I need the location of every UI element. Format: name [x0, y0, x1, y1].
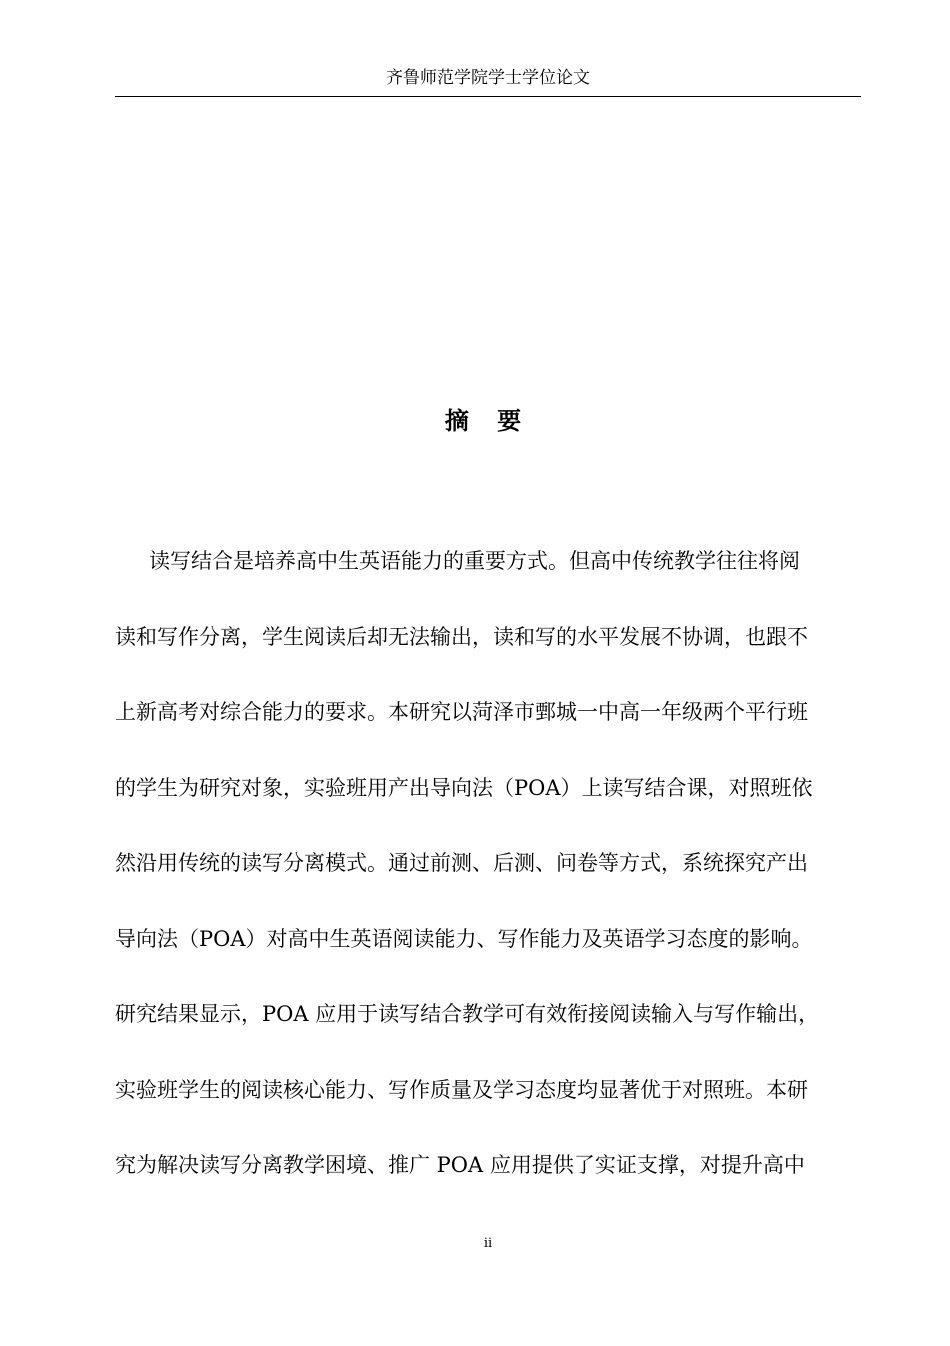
abstract-title: 摘 要	[444, 407, 532, 435]
header-divider	[115, 96, 861, 97]
abstract-line: 实验班学生的阅读核心能力、写作质量及学习态度均显著优于对照班。本研	[115, 1077, 808, 1102]
abstract-line: 读写结合是培养高中生英语能力的重要方式。但高中传统教学往往将阅	[149, 549, 800, 573]
abstract-line: 的学生为研究对象，实验班用产出导向法（POA）上读写结合课，对照班依	[115, 775, 813, 800]
abstract-line: 读和写作分离，学生阅读后却无法输出，读和写的水平发展不协调，也跟不	[115, 624, 808, 649]
page-number: ii	[483, 1236, 493, 1251]
abstract-line: 导向法（POA）对高中生英语阅读能力、写作能力及英语学习态度的影响。	[115, 926, 813, 951]
abstract-line: 然沿用传统的读写分离模式。通过前测、后测、问卷等方式，系统探究产出	[115, 851, 808, 875]
abstract-line: 上新高考对综合能力的要求。本研究以菏泽市鄄城一中高一年级两个平行班	[115, 700, 808, 724]
abstract-line: 研究结果显示，POA 应用于读写结合教学可有效衔接阅读输入与写作输出，	[115, 1002, 820, 1026]
page-header: 齐鲁师范学院学士学位论文	[386, 68, 590, 88]
abstract-body	[115, 524, 857, 1204]
abstract-line: 究为解决读写分离教学困境、推广 POA 应用提供了实证支撑，对提升高中	[115, 1153, 805, 1177]
